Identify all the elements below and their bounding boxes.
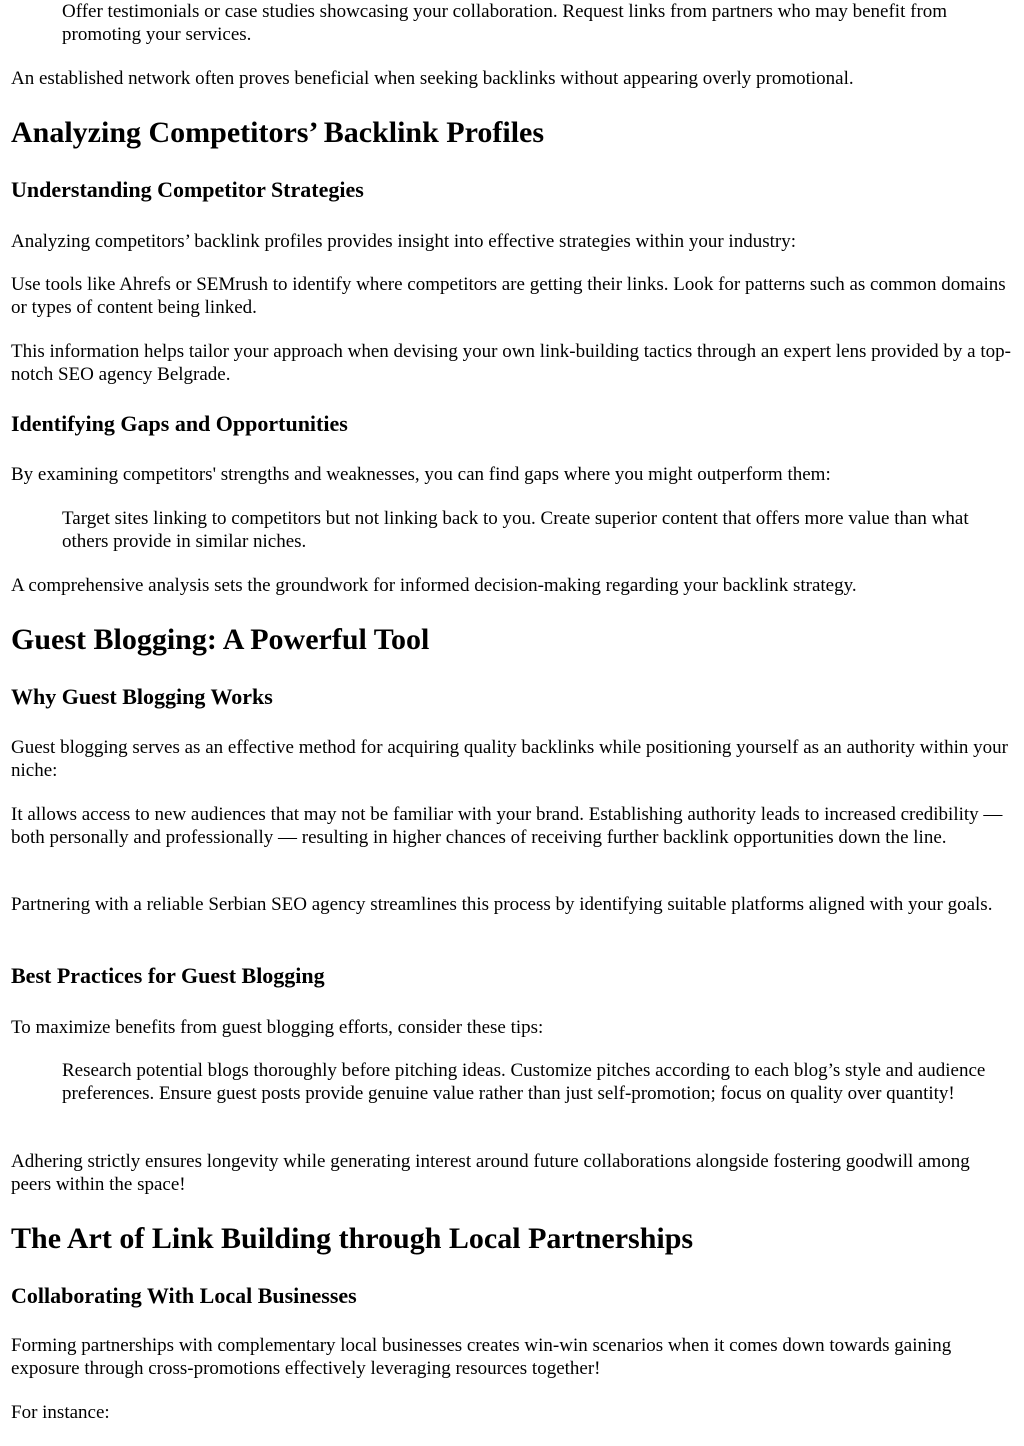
- subheading-best-practices: Best Practices for Guest Blogging: [11, 963, 325, 988]
- paragraph-adhering-strictly: Adhering strictly ensures longevity while generating interest around future collaborations alongside fostering goodwill among peers within the space!: [11, 1151, 970, 1195]
- blockquote-research-tips: Research potential blogs thoroughly before pitching ideas. Customize pitches according to each blog’s style and audience preferences. Ensure guest posts provide genuine value rather than just self-promotion; focus on quality over quantity!: [62, 1060, 986, 1104]
- heading-analyzing-competitors: Analyzing Competitors’ Backlink Profiles: [11, 116, 545, 149]
- blockquote-target-sites: Target sites linking to competitors but not linking back to you. Create superior content that offers more value than what others provide in similar niches.: [62, 508, 969, 552]
- blockquote-partner-links: Offer testimonials or case studies showcasing your collaboration. Request links from partners who may benefit from promoting your services.: [62, 1, 948, 45]
- paragraph-comprehensive-analysis: A comprehensive analysis sets the groundwork for informed decision-making regarding your backlink strategy.: [11, 575, 857, 596]
- subheading-local-businesses: Collaborating With Local Businesses: [11, 1283, 357, 1308]
- paragraph-forming-partnerships: Forming partnerships with complementary local businesses creates win-win scenarios when it comes down towards gaining exposure through cross-promotions effectively leveraging resources together!: [11, 1335, 952, 1379]
- heading-local-partnerships: The Art of Link Building through Local Partnerships: [11, 1222, 694, 1255]
- paragraph-maximize-benefits: To maximize benefits from guest blogging efforts, consider these tips:: [11, 1017, 544, 1038]
- paragraph-guest-blogging-method: Guest blogging serves as an effective method for acquiring quality backlinks while positioning yourself as an authority within your niche:: [11, 737, 1008, 781]
- paragraph-serbian-agency: Partnering with a reliable Serbian SEO agency streamlines this process by identifying suitable platforms aligned with your goals.: [11, 894, 993, 915]
- heading-guest-blogging: Guest Blogging: A Powerful Tool: [11, 623, 430, 656]
- paragraph-for-instance: For instance:: [11, 1402, 110, 1423]
- subheading-gaps-opportunities: Identifying Gaps and Opportunities: [11, 411, 348, 436]
- paragraph-established-network: An established network often proves beneficial when seeking backlinks without appearing overly promotional.: [11, 68, 854, 89]
- subheading-why-guest-blogging: Why Guest Blogging Works: [11, 684, 273, 709]
- paragraph-new-audiences: It allows access to new audiences that may not be familiar with your brand. Establishing authority leads to increased credibility — both personally and professionally — resulting in higher chances of receiving further backlink opportunities down the line.: [11, 804, 1003, 848]
- paragraph-competitor-insight: Analyzing competitors’ backlink profiles provides insight into effective strategies within your industry:: [11, 231, 796, 252]
- paragraph-tools: Use tools like Ahrefs or SEMrush to identify where competitors are getting their links. Look for patterns such as common domains or types of content being linked.: [11, 274, 1006, 318]
- subheading-competitor-strategies: Understanding Competitor Strategies: [11, 177, 364, 202]
- paragraph-examining-competitors: By examining competitors' strengths and weaknesses, you can find gaps where you might outperform them:: [11, 464, 831, 485]
- paragraph-tailor-approach: This information helps tailor your approach when devising your own link-building tactics through an expert lens provided by a top-notch SEO agency Belgrade.: [11, 341, 1011, 385]
